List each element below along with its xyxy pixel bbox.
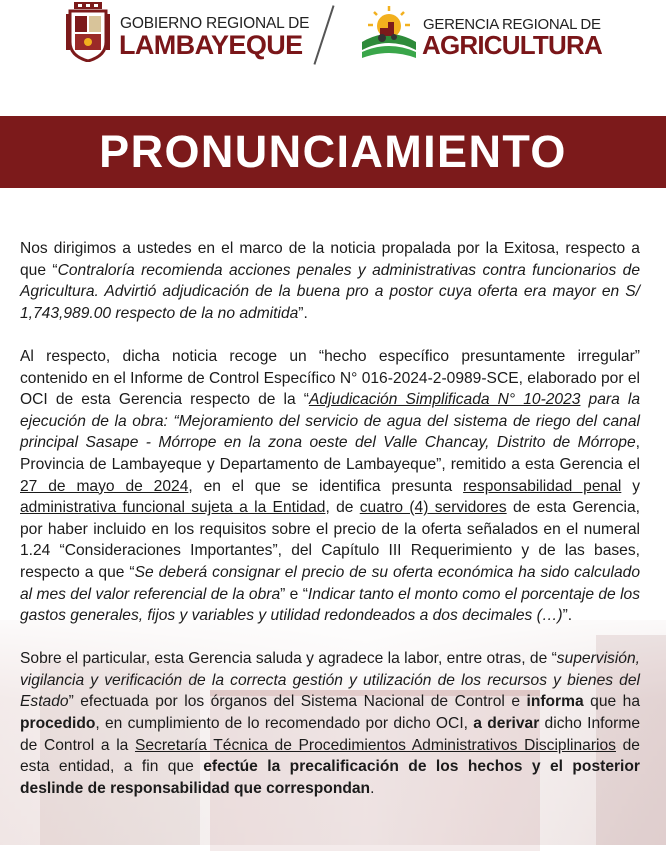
p3-text-k: de esta entidad, a fin que bbox=[20, 736, 640, 776]
p2-quote-2: Indicar tanto el monto como el porcentaje de los gastos generales, fijos y variables y utilidad redondeados a dos decimales (…) bbox=[20, 585, 641, 625]
coat-of-arms-icon bbox=[66, 2, 110, 62]
p2-obra-name: para la ejecución de la obra: “Mejoramiento del servicio de agua del sistema de riego del canal principal Sasape - Mórrope en la zona oeste del Valle Chancay, Distrito de Mórrope bbox=[20, 391, 640, 452]
page-title: PRONUNCIAMIENTO bbox=[99, 126, 567, 177]
title-banner bbox=[0, 116, 666, 188]
paragraph-1 bbox=[20, 238, 640, 324]
p1-news-quote: Contraloría recomienda acciones penales y administrativas contra funcionarios de Agricultura. Advirtió adjudicación de la buena pro a postor cuya oferta era mayor en S/ 1,743,989.00 respecto de la no admitida bbox=[20, 261, 640, 322]
p3-text-a: Sobre el particular, esta Gerencia saluda y agradece la labor, entre otras, de “ bbox=[20, 650, 557, 668]
agri-line2: AGRICULTURA bbox=[422, 30, 602, 60]
gobierno-regional-logo bbox=[66, 2, 310, 62]
p2-text-j: , de bbox=[325, 499, 360, 517]
p3-text-m: . bbox=[370, 779, 375, 797]
p2-text-a: Al respecto, dicha noticia recoge un “hecho específico presuntamente irregular” contenido en el Informe de Control Específico N° 016-2024-2-0989-SCE, elaborado por el OCI de esta Gerencia respecto de la “ bbox=[20, 347, 640, 409]
header-divider bbox=[313, 5, 334, 65]
document-body bbox=[20, 238, 640, 821]
tractor-sun-icon bbox=[358, 2, 420, 64]
p2-quote-1: Se deberá consignar el precio de su oferta económica ha sido calculado al mes del valor referencial de la obra bbox=[20, 563, 640, 603]
p2-text-f: , en el que se identifica presunta bbox=[188, 477, 464, 495]
p2-text-h: y bbox=[621, 477, 640, 495]
p3-a-derivar: a derivar bbox=[473, 715, 540, 733]
p2-date: 27 de mayo de 2024 bbox=[20, 477, 189, 495]
p3-quote: supervisión, vigilancia y verificación de la correcta gestión y utilización de los recursos y bienes del Estado bbox=[20, 650, 640, 711]
p2-text-p: ”. bbox=[562, 607, 573, 625]
p3-procedido: procedido bbox=[20, 715, 96, 733]
gerencia-agricultura-logo bbox=[358, 2, 618, 64]
p2-text-l: de esta Gerencia, por haber incluido en los requisitos sobre el precio de la oferta señalados en el numeral 1.24 “Consideraciones Importantes”, del Capítulo III Requerimiento y de las bases, respecto a que “ bbox=[20, 499, 640, 581]
p1-text-a: Nos dirigimos a ustedes en el marco de la noticia propalada por la Exitosa, respecto a que “ bbox=[20, 240, 640, 279]
p3-text-i: dicho Informe de Control a la bbox=[20, 715, 640, 754]
agri-line1: GERENCIA REGIONAL DE bbox=[423, 16, 601, 33]
p3-text-g: , en cumplimiento de lo recomendado por dicho OCI, bbox=[95, 715, 474, 733]
p3-informa: informa bbox=[526, 693, 584, 711]
gov-line2: LAMBAYEQUE bbox=[119, 30, 303, 60]
paragraph-2 bbox=[20, 346, 640, 627]
p3-efectue: efectúe la precalificación de los hechos y el posterior deslinde de responsabilidad que correspondan bbox=[20, 758, 640, 797]
p2-adjudicacion: Adjudicación Simplificada N° 10-2023 bbox=[308, 391, 581, 409]
p3-text-e: que ha bbox=[583, 693, 640, 711]
paragraph-3 bbox=[20, 648, 640, 799]
p2-resp-admin: administrativa funcional sujeta a la Entidad bbox=[20, 499, 326, 517]
gov-line1: GOBIERNO REGIONAL DE bbox=[120, 15, 310, 32]
p2-servidores: cuatro (4) servidores bbox=[359, 499, 507, 517]
p2-resp-penal: responsabilidad penal bbox=[463, 477, 622, 495]
p2-text-n: ” e “ bbox=[280, 585, 308, 603]
header bbox=[0, 0, 666, 70]
p2-text-d: , Provincia de Lambayeque y Departamento de Lambayeque”, remitido a esta Gerencia el bbox=[20, 434, 640, 473]
p3-secretaria: Secretaría Técnica de Procedimientos Administrativos Disciplinarios bbox=[134, 736, 616, 754]
p1-text-c: ”. bbox=[298, 304, 308, 322]
p3-text-c: ” efectuada por los órganos del Sistema Nacional de Control e bbox=[68, 693, 527, 711]
